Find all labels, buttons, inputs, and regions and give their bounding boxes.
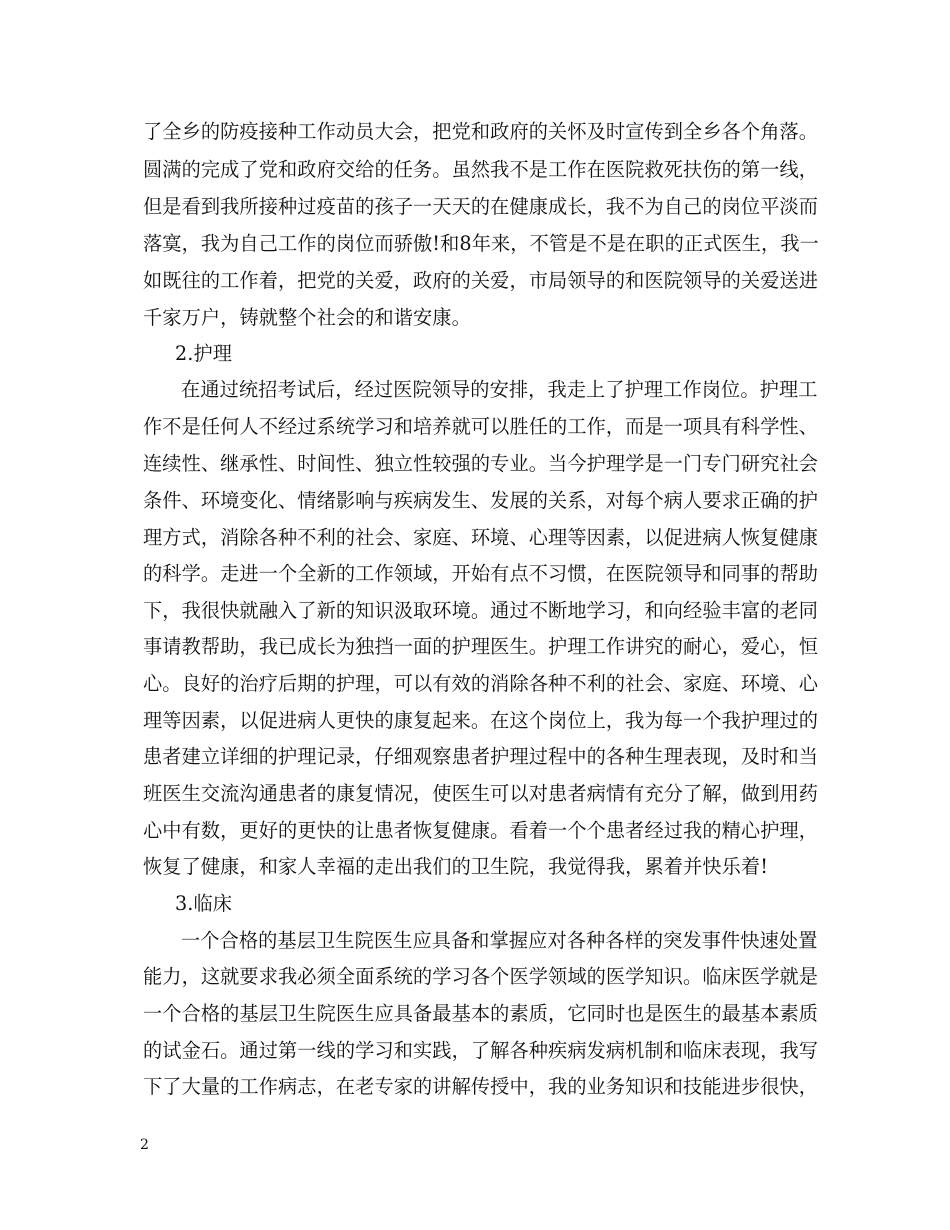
text-line-5: 如既往的工作着，把党的关爱，政府的关爱，市局领导的和医院领导的关爱送进 xyxy=(143,269,819,292)
text-line-17: 理等因素，以促进病人更快的康复起来。在这个岗位上，我为每一个我护理过的 xyxy=(143,709,819,732)
text-line-9: 作不是任何人不经过系统学习和培养就可以胜任的工作，而是一项具有科学性、 xyxy=(143,415,819,438)
section-heading-clinical: 3.临床 xyxy=(175,892,233,915)
text-line-3: 但是看到我所接种过疫苗的孩子一天天的在健康成长，我不为自己的岗位平淡而 xyxy=(143,195,819,218)
text-line-11: 条件、环境变化、情绪影响与疾病发生、发展的关系，对每个病人要求正确的护 xyxy=(143,489,819,512)
text-line-1: 了全乡的防疫接种工作动员大会，把党和政府的关怀及时宣传到全乡各个角落。 xyxy=(143,120,819,143)
text-line-24: 能力，这就要求我必须全面系统的学习各个医学领域的医学知识。临床医学就是 xyxy=(143,965,819,988)
text-line-25: 一个合格的基层卫生院医生应具备最基本的素质，它同时也是医生的最基本素质 xyxy=(143,1002,819,1025)
text-line-13: 的科学。走进一个全新的工作领域，开始有点不习惯，在医院领导和同事的帮助 xyxy=(143,562,819,585)
text-line-26: 的试金石。通过第一线的学习和实践，了解各种疾病发病机制和临床表现，我写 xyxy=(143,1039,819,1062)
section-heading-nursing: 2.护理 xyxy=(175,342,233,365)
text-line-27: 下了大量的工作病志，在老专家的讲解传授中，我的业务知识和技能进步很快， xyxy=(143,1075,819,1098)
text-line-19: 班医生交流沟通患者的康复情况，使医生可以对患者病情有充分了解，做到用药 xyxy=(143,782,819,805)
text-line-8: 在通过统招考试后，经过医院领导的安排，我走上了护理工作岗位。护理工 xyxy=(181,378,818,401)
text-line-14: 下，我很快就融入了新的知识汲取环境。通过不断地学习，和向经验丰富的老同 xyxy=(143,599,819,622)
text-line-10: 连续性、继承性、时间性、独立性较强的专业。当今护理学是一门专门研究社会 xyxy=(143,452,819,475)
text-line-4: 落寞，我为自己工作的岗位而骄傲!和8年来，不管是不是在职的正式医生，我一 xyxy=(143,232,819,255)
text-line-20: 心中有数，更好的更快的让患者恢复健康。看着一个个患者经过我的精心护理， xyxy=(143,819,819,842)
text-line-2: 圆满的完成了党和政府交给的任务。虽然我不是工作在医院救死扶伤的第一线， xyxy=(143,158,819,181)
text-line-12: 理方式，消除各种不利的社会、家庭、环境、心理等因素，以促进病人恢复健康 xyxy=(143,526,819,549)
text-line-23: 一个合格的基层卫生院医生应具备和掌握应对各种各样的突发事件快速处置 xyxy=(181,929,818,952)
text-line-6: 千家万户，铸就整个社会的和谐安康。 xyxy=(143,306,471,329)
text-line-16: 心。良好的治疗后期的护理，可以有效的消除各种不利的社会、家庭、环境、心 xyxy=(143,672,819,695)
text-line-21: 恢复了健康，和家人幸福的走出我们的卫生院，我觉得我，累着并快乐着! xyxy=(143,855,769,878)
text-line-15: 事请教帮助，我已成长为独挡一面的护理医生。护理工作讲究的耐心，爱心，恒 xyxy=(143,635,819,658)
page-number: 2 xyxy=(140,1137,149,1153)
text-line-18: 患者建立详细的护理记录，仔细观察患者护理过程中的各种生理表现，及时和当 xyxy=(143,745,819,768)
